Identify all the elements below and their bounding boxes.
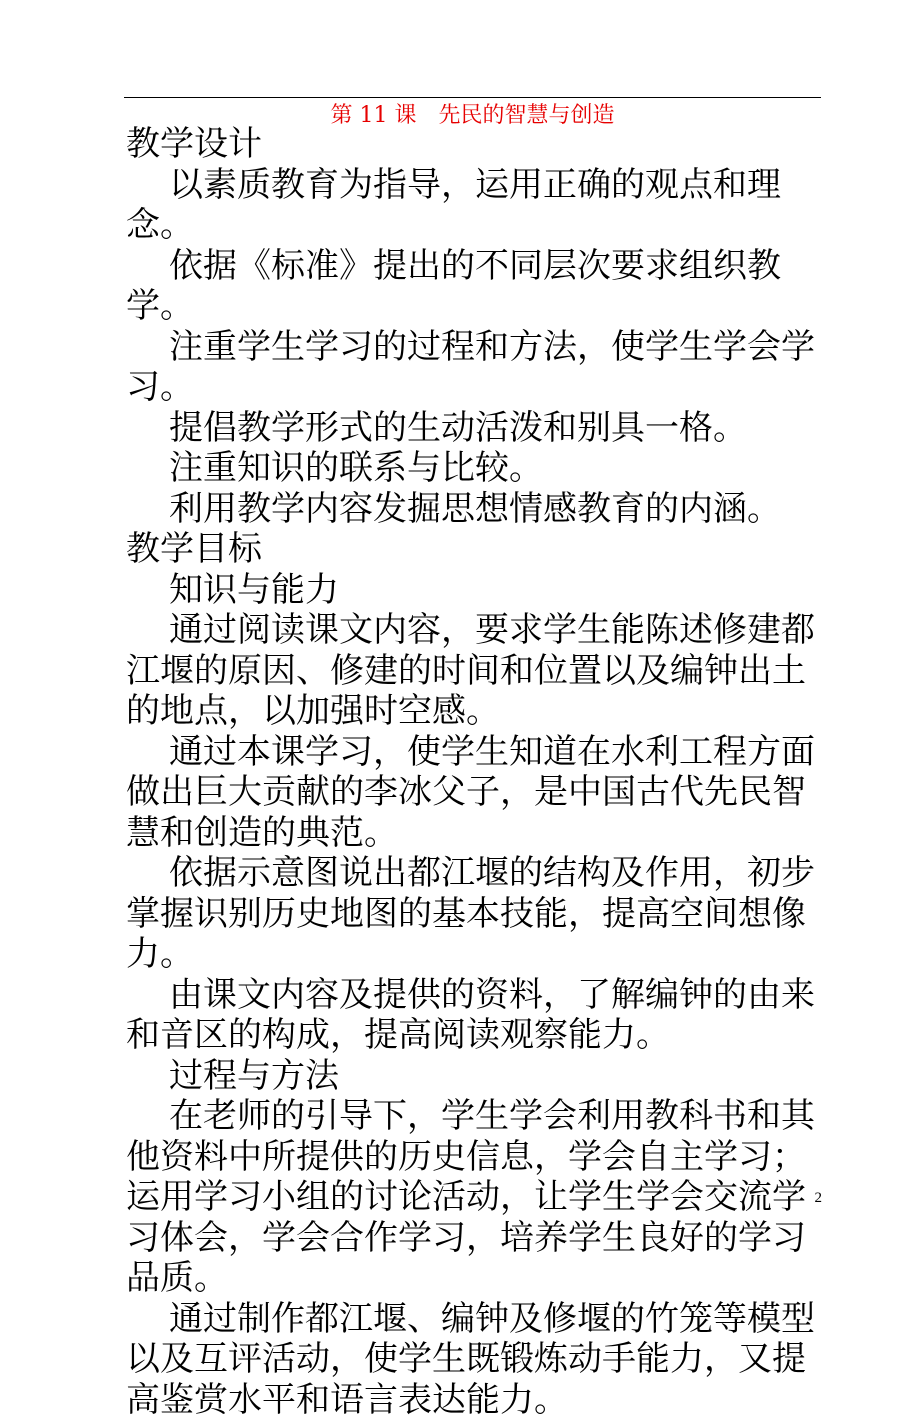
document-body [126, 124, 826, 1420]
paragraph: 依据示意图说出都江堰的结构及作用，初步掌握识别历史地图的基本技能，提高空间想像力。 [126, 853, 826, 975]
paragraph: 在老师的引导下，学生学会利用教科书和其他资料中所提供的历史信息，学会自主学习；运用学习小组的讨论活动，让学生学会交流学习体会，学会合作学习，培养学生良好的学习品质。 [126, 1096, 826, 1299]
header-rule [124, 97, 821, 98]
paragraph: 依据《标准》提出的不同层次要求组织教学。 [126, 246, 826, 327]
paragraph: 通过本课学习，使学生知道在水利工程方面做出巨大贡献的李冰父子，是中国古代先民智慧和创造的典范。 [126, 732, 826, 854]
lesson-title: 第 11 课 先民的智慧与创造 [124, 101, 821, 131]
paragraph: 以素质教育为指导，运用正确的观点和理念。 [126, 165, 826, 246]
paragraph: 提倡教学形式的生动活泼和别具一格。 [126, 408, 826, 449]
section-heading-objectives: 教学目标 [126, 529, 826, 570]
section-heading-design: 教学设计 [126, 124, 826, 165]
paragraph: 注重知识的联系与比较。 [126, 448, 826, 489]
paragraph: 由课文内容及提供的资料，了解编钟的由来和音区的构成，提高阅读观察能力。 [126, 975, 826, 1056]
paragraph: 注重学生学习的过程和方法，使学生学会学习。 [126, 327, 826, 408]
paragraph: 通过阅读课文内容，要求学生能陈述修建都江堰的原因、修建的时间和位置以及编钟出土的地点，以加强时空感。 [126, 610, 826, 732]
paragraph: 利用教学内容发掘思想情感教育的内涵。 [126, 489, 826, 530]
page-number: 2 [800, 1188, 822, 1208]
paragraph: 通过制作都江堰、编钟及修堰的竹笼等模型以及互评活动，使学生既锻炼动手能力，又提高鉴赏水平和语言表达能力。 [126, 1299, 826, 1420]
subheading-knowledge: 知识与能力 [126, 570, 826, 611]
subheading-process: 过程与方法 [126, 1056, 826, 1097]
